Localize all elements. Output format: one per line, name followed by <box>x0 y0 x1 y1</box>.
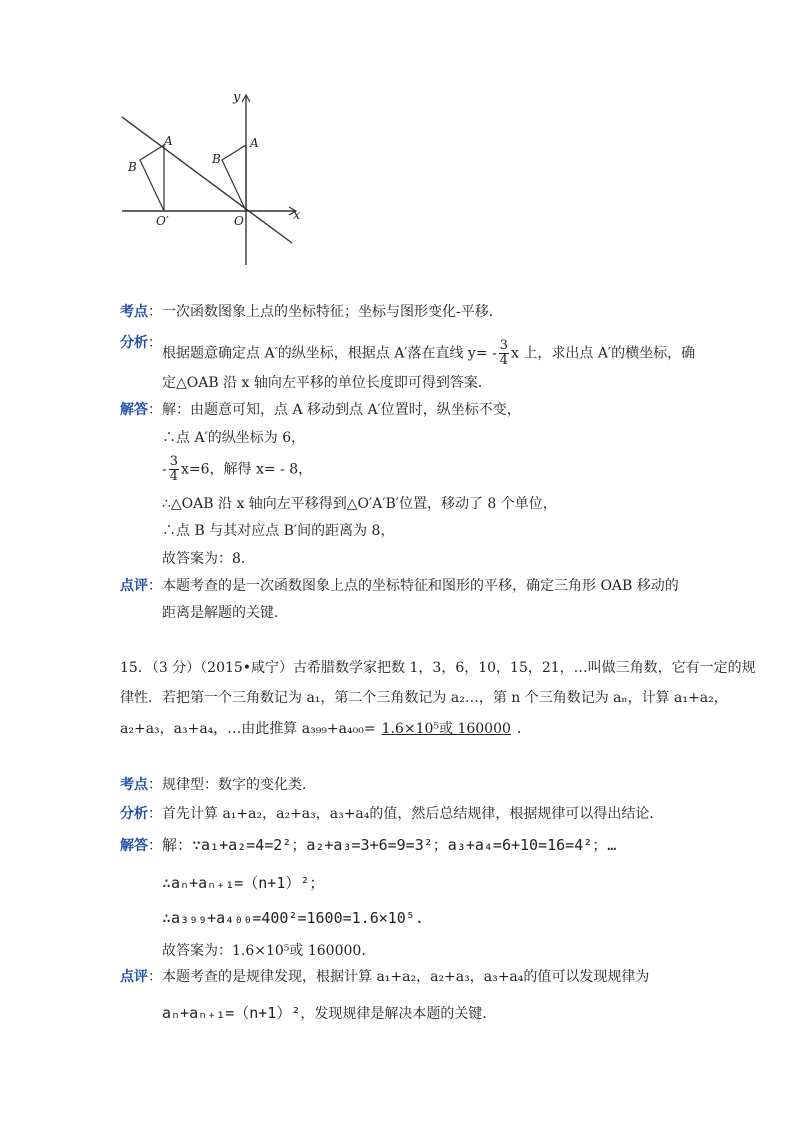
fenxi-label: 分析 <box>120 335 148 351</box>
p14-jieda-line6: 故答案为：8． <box>162 551 255 567</box>
label-y-axis: y <box>233 90 241 105</box>
dianping-label: 点评 <box>120 578 148 594</box>
coordinate-figure <box>110 90 310 270</box>
p14-dianping-line2: 距离是解题的关键． <box>162 605 288 621</box>
label-b-left: B <box>128 160 137 174</box>
p15-dianping: 点评：本题考查的是规律发现，根据计算 a₁+a₂，a₂+a₃，a₃+a₄的值可以发现规律为 <box>120 969 650 985</box>
p14-fenxi-line1: 根据题意确定点 A′的纵坐标，根据点 A′落在直线 y= - $\frac{3}{4}$ x 上，求出点 A′的横坐标，确 <box>162 338 696 368</box>
label-o-prime: O′ <box>156 214 169 228</box>
p14-fenxi-tag: 分析： <box>120 335 162 351</box>
p15-jieda-line4: 故答案为：1.6×10⁵或 160000． <box>162 943 376 959</box>
label-a-right: A <box>250 136 259 150</box>
p15-jieda-line3: ∴a₃₉₉+a₄₀₀=400²=1600=1.6×10⁵. <box>162 909 424 927</box>
p15-question-line1: 15．（3 分）（2015•咸宁）古希腊数学家把数 1，3，6，10，15，21，…叫做三角数，它有一定的规 <box>120 660 756 676</box>
kaodian-label: 考点 <box>120 777 148 793</box>
p15-question-line2: 律性．若把第一个三角数记为 a₁，第二个三角数记为 a₂…，第 n 个三角数记为 aₙ，计算 a₁+a₂， <box>120 690 728 706</box>
p14-jieda-line4: ∴△OAB 沿 x 轴向左平移得到△O′A′B′位置，移动了 8 个单位， <box>162 496 557 512</box>
line-y-neg-3-4-x <box>122 117 292 243</box>
triangle-oab <box>222 145 246 211</box>
triangle-oab-translated <box>140 145 164 211</box>
p15-question-line3: a₂+a₃，a₃+a₄，…由此推算 a₃₉₉+a₄₀₀= 1.6×10⁵或 160000 ． <box>120 721 531 737</box>
answer-blank: 1.6×10⁵或 160000 <box>381 721 511 737</box>
kaodian-text: 一次函数图象上点的坐标特征；坐标与图形变化-平移． <box>162 304 503 320</box>
fraction-3-4: $\frac{3}{4}$ <box>499 338 509 368</box>
p14-jieda-line2: ∴点 A′的纵坐标为 6， <box>162 430 306 446</box>
p14-jieda: 解答：解：由题意可知，点 A 移动到点 A′位置时，纵坐标不变， <box>120 402 521 418</box>
dianping-label: 点评 <box>120 969 148 985</box>
fraction-3-4-b: $\frac{3}{4}$ <box>169 454 179 484</box>
kaodian-label: 考点 <box>120 304 148 320</box>
label-b-right: B <box>212 152 221 166</box>
fenxi-label: 分析 <box>120 806 148 822</box>
p15-kaodian: 考点：规律型：数字的变化类． <box>120 777 316 793</box>
jieda-label: 解答 <box>120 838 148 854</box>
p14-fenxi-line2: 定△OAB 沿 x 轴向左平移的单位长度即可得到答案． <box>162 375 492 391</box>
p15-fenxi: 分析：首先计算 a₁+a₂，a₂+a₃，a₃+a₄的值，然后总结规律，根据规律可以得出结论． <box>120 806 664 822</box>
p14-kaodian: 考点：一次函数图象上点的坐标特征；坐标与图形变化-平移． <box>120 304 503 320</box>
p15-jieda: 解答：解：∵a₁+a₂=4=2²；a₂+a₃=3+6=9=3²；a₃+a₄=6+10=16=4²；… <box>120 836 617 854</box>
jieda-label: 解答 <box>120 402 148 418</box>
p14-dianping: 点评：本题考查的是一次函数图象上点的坐标特征和图形的平移，确定三角形 OAB 移动的 <box>120 578 679 594</box>
label-o: O <box>234 214 244 228</box>
p14-jieda-line5: ∴点 B 与其对应点 B′间的距离为 8， <box>162 523 395 539</box>
label-x-axis: x <box>293 208 301 223</box>
label-a-left: A <box>164 134 173 148</box>
p15-dianping-line2: aₙ+aₙ₊₁=（n+1）²，发现规律是解决本题的关键． <box>162 1004 497 1022</box>
p14-jieda-line3: - $\frac{3}{4}$ x=6，解得 x= - 8， <box>162 454 313 484</box>
p15-jieda-line2: ∴aₙ+aₙ₊₁=（n+1）²； <box>162 874 325 892</box>
